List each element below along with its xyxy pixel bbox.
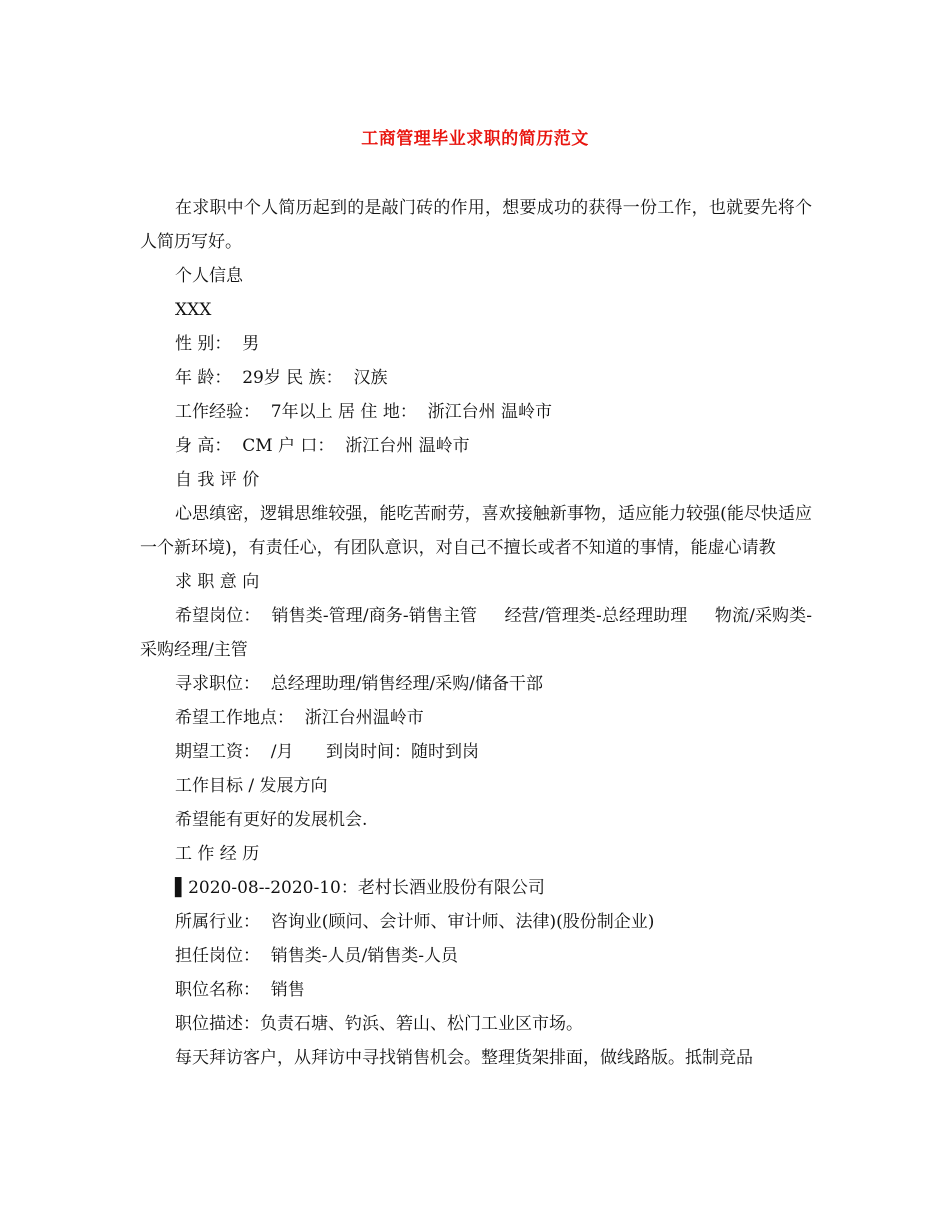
document-body	[140, 191, 812, 1075]
desired-positions-line: 希望岗位： 销售类-管理/商务-销售主管 经营/管理类-总经理助理 物流/采购类-采购经理/主管	[140, 606, 812, 660]
experience-residence-line: 工作经验： 7年以上 居 住 地： 浙江台州 温岭市	[175, 402, 553, 422]
age-ethnicity-line: 年 龄： 29岁 民 族： 汉族	[175, 368, 388, 388]
job-description-line: 职位描述：负责石塘、钓浜、箬山、松门工业区市场。	[175, 1014, 583, 1034]
intro-paragraph: 在求职中个人简历起到的是敲门砖的作用，想要成功的获得一份工作，也就要先将个人简历写好。	[140, 198, 812, 252]
industry-line: 所属行业： 咨询业(顾问、会计师、审计师、法律)(股份制企业)	[175, 912, 655, 932]
height-hukou-line: 身 高： CM 户 口： 浙江台州 温岭市	[175, 436, 470, 456]
job-title-line: 职位名称： 销售	[175, 980, 305, 1000]
section-work-experience-heading: 工 作 经 历	[175, 844, 260, 864]
section-job-intention-heading: 求 职 意 向	[175, 572, 260, 592]
position-held-line: 担任岗位： 销售类-人员/销售类-人员	[175, 946, 459, 966]
name-line: XXX	[175, 300, 212, 320]
section-personal-info-heading: 个人信息	[175, 266, 243, 286]
job-entry-header: ▌2020-08--2020-10：老村长酒业股份有限公司	[175, 878, 545, 898]
sought-job-line: 寻求职位： 总经理助理/销售经理/采购/储备干部	[175, 674, 543, 694]
goal-heading: 工作目标 / 发展方向	[175, 776, 328, 796]
section-self-evaluation-heading: 自 我 评 价	[175, 470, 260, 490]
goal-text: 希望能有更好的发展机会.	[175, 810, 368, 830]
self-evaluation-text: 心思缜密，逻辑思维较强，能吃苦耐劳，喜欢接触新事物，适应能力较强(能尽快适应一个新环境)，有责任心，有团队意识，对自己不擅长或者不知道的事情，能虚心请教	[140, 504, 812, 558]
document-title: 工商管理毕业求职的简历范文	[361, 129, 589, 149]
desired-location-line: 希望工作地点： 浙江台州温岭市	[175, 708, 424, 728]
salary-availability-line: 期望工资： /月 到岗时间：随时到岗	[175, 742, 479, 762]
daily-duties-line: 每天拜访客户，从拜访中寻找销售机会。整理货架排面，做线路版。抵制竞品	[175, 1048, 753, 1068]
gender-line: 性 别： 男	[175, 334, 260, 354]
